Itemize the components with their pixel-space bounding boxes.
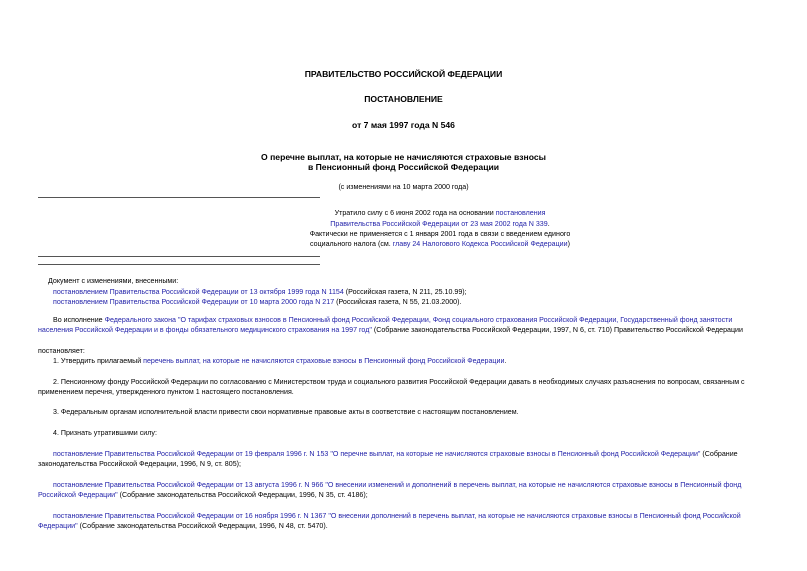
repealed-item-2-line-2: Российской Федерации" (Собрание законодательства Российской Федерации, 1996, N 35, ст. 4186);	[38, 491, 368, 499]
issuer-heading: ПРАВИТЕЛЬСТВО РОССИЙСКОЙ ФЕДЕРАЦИИ	[304, 69, 503, 79]
payments-list-link[interactable]: перечень выплат, на которые не начисляются страховые взносы в Пенсионный фонд Российской Федерации	[143, 357, 505, 365]
point-3: 3. Федеральным органам исполнительной власти привести свои нормативные правовые акты в соответствие с настоящим постановлением.	[53, 408, 519, 416]
repealed-item-1-line-2: законодательства Российской Федерации, 1996, N 9, ст. 805);	[38, 460, 241, 468]
not-applied-line-2: социального налога (см. главу 24 Налогового Кодекса Российской Федерации)	[310, 240, 570, 248]
change-item: постановлением Правительства Российской Федерации от 13 октября 1999 года N 1154 (Российская газета, N 211, 25.10.99);	[53, 288, 467, 296]
divider	[38, 256, 320, 257]
lost-force-line-1: Утратило силу с 6 июня 2002 года на основании постановления	[334, 209, 546, 217]
repealed-item-3-line-1	[53, 513, 741, 520]
lost-force-line-2: Правительства Российской Федерации от 23 мая 2002 года N 339.	[330, 220, 550, 228]
decree-339-link[interactable]: Правительства Российской Федерации от 23 мая 2002 года N 339	[330, 220, 548, 228]
title-line-2: в Пенсионный фонд Российской Федерации	[307, 162, 500, 172]
repealed-item-1-line-1: постановление Правительства Российской Федерации от 19 февраля 1996 г. N 153 "О перечне выплат, на которые не начисляются страховые взносы в Пенсионный фонд Российской Федерации" (Собрание	[53, 450, 738, 458]
lost-force-link[interactable]: постановления	[495, 209, 546, 217]
repealed-link-966-cont[interactable]: Российской Федерации"	[38, 491, 118, 499]
divider	[38, 264, 320, 265]
federal-law-link-cont[interactable]: населения Российской Федерации и в фонды обязательного медицинского страхования на 1997 год"	[38, 326, 372, 334]
divider	[38, 197, 320, 198]
repealed-link-1367[interactable]: постановление Правительства Российской Федерации от 16 ноября 1996 г. N 1367 "О внесении дополнений в перечень выплат, на которые не начисляются страховые взносы в Пенсионный фонд Российской	[53, 512, 741, 520]
not-applied-line-1: Фактически не применяется с 1 января 2001 года в связи с введением единого	[309, 230, 571, 238]
document-date: от 7 мая 1997 года N 546	[352, 120, 455, 130]
change-item: постановлением Правительства Российской Федерации от 10 марта 2000 года N 217 (Российская газета, N 55, 21.03.2000).	[53, 298, 462, 306]
change-link-217[interactable]: постановлением Правительства Российской Федерации от 10 марта 2000 года N 217	[53, 298, 335, 306]
changes-intro: Документ с изменениями, внесенными:	[48, 277, 179, 285]
repealed-item-2-line-1	[53, 482, 741, 489]
federal-law-link[interactable]: Федерального закона "О тарифах страховых взносов в Пенсионный фонд Российской Федерации, Фонд социального страхования Российской Федерации, Государственный фонд занятости	[104, 316, 733, 324]
amendment-note: (с изменениями на 10 марта 2000 года)	[338, 183, 469, 191]
preamble-line-2: населения Российской Федерации и в фонды обязательного медицинского страхования на 1997 год" (Собрание законодательства Российской Федерации, 1997, N 6, ст. 710) Правительство Российской Федерации	[38, 326, 743, 334]
point-1: 1. Утвердить прилагаемый перечень выплат, на которые не начисляются страховые взносы в Пенсионный фонд Российской Федерации.	[53, 357, 507, 365]
change-link-1154[interactable]: постановлением Правительства Российской Федерации от 13 октября 1999 года N 1154	[53, 288, 344, 296]
decree-word: постановляет:	[38, 347, 85, 355]
tax-code-chapter-24-link[interactable]: главу 24 Налогового Кодекса Российской Федерации	[392, 240, 568, 248]
repealed-item-3-line-2: Федерации" (Собрание законодательства Российской Федерации, 1996, N 48, ст. 5470).	[38, 522, 328, 530]
repealed-link-153[interactable]: постановление Правительства Российской Федерации от 19 февраля 1996 г. N 153 "О перечне выплат, на которые не начисляются страховые взносы в Пенсионный фонд Российской Федерации"	[53, 450, 701, 458]
repealed-link-966[interactable]: постановление Правительства Российской Федерации от 13 августа 1996 г. N 966 "О внесении изменений и дополнений в перечень выплат, на которые не начисляются страховые взносы в Пенсионный фонд	[53, 481, 742, 489]
title-line-1: О перечне выплат, на которые не начисляются страховые взносы	[261, 152, 546, 162]
document-type: ПОСТАНОВЛЕНИЕ	[364, 94, 443, 104]
repealed-link-1367-cont[interactable]: Федерации"	[38, 522, 78, 530]
preamble-line-1: Во исполнение Федерального закона "О тарифах страховых взносов в Пенсионный фонд Российской Федерации, Фонд социального страхования Российской Федерации, Государственный фонд занятости	[53, 316, 733, 324]
point-2-line-1: 2. Пенсионному фонду Российской Федерации по согласованию с Министерством труда и социального развития Российской Федерации давать в необходимых случаях разъяснения по вопросам, связанным с	[53, 378, 745, 386]
point-4: 4. Признать утратившими силу:	[53, 429, 157, 437]
point-2-line-2: применением перечня, утвержденного пунктом 1 настоящего постановления.	[38, 388, 294, 396]
